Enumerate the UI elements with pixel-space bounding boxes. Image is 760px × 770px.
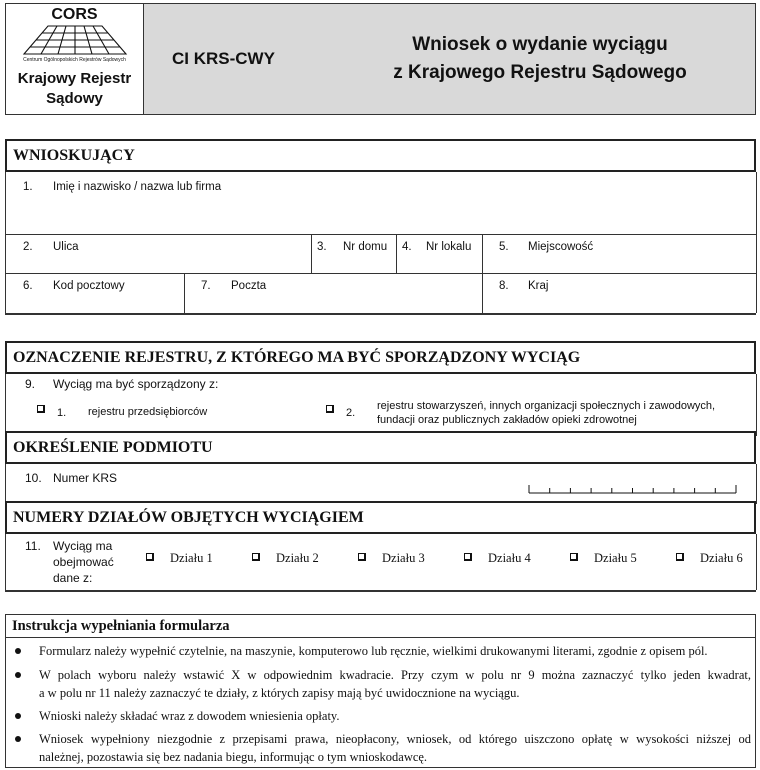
field-house-input[interactable] bbox=[312, 235, 395, 273]
field-street-num: 2. bbox=[23, 241, 33, 253]
field-post-num: 7. bbox=[201, 280, 211, 292]
register-option-1-checkbox[interactable] bbox=[37, 405, 45, 413]
field-country-label: Kraj bbox=[528, 280, 549, 292]
instruction-bullet-2 bbox=[15, 672, 21, 678]
field-postcode-num: 6. bbox=[23, 280, 33, 292]
field-city-num: 5. bbox=[499, 241, 509, 253]
logo-name-line2: Sądowy bbox=[46, 90, 103, 107]
field-country-num: 8. bbox=[499, 280, 509, 292]
field-postcode-label: Kod pocztowy bbox=[53, 280, 125, 292]
instruction-2-line1: W polach wyboru należy wstawić X w odpowiednim kwadracie. Przy czym w polu nr 9 można zaznaczyć tylko jeden kwadrat, bbox=[39, 668, 751, 682]
field-flat-input[interactable] bbox=[397, 235, 481, 273]
section-6-checkbox[interactable] bbox=[676, 553, 684, 561]
entity-section-title: OKREŚLENIE PODMIOTU bbox=[5, 431, 756, 464]
register-option-1-label: rejestru przedsiębiorców bbox=[88, 406, 208, 418]
logo-subtitle: Centrum Ogólnopolskich Rejestrów Sądowych bbox=[23, 57, 126, 63]
field-country-input[interactable] bbox=[483, 274, 755, 312]
section-4-checkbox[interactable] bbox=[464, 553, 472, 561]
krs-number-label: Numer KRS bbox=[53, 471, 118, 485]
section-4-label: Działu 4 bbox=[488, 551, 531, 565]
instructions-title: Instrukcja wypełniania formularza bbox=[5, 614, 756, 638]
field-post-label: Poczta bbox=[231, 280, 267, 292]
logo-panel bbox=[6, 4, 144, 114]
field-city-input[interactable] bbox=[483, 235, 755, 273]
register-option-2-num: 2. bbox=[346, 407, 356, 419]
field-name-label: Imię i nazwisko / nazwa lub firma bbox=[53, 181, 222, 193]
header bbox=[5, 3, 756, 115]
field-house-label: Nr domu bbox=[343, 241, 388, 253]
instruction-bullet-3 bbox=[15, 713, 21, 719]
section-6-label: Działu 6 bbox=[700, 551, 743, 565]
section-2-label: Działu 2 bbox=[276, 551, 319, 565]
instruction-4-line2: należnej, pozostawia się bez nadania biegu, informując o tym wnioskodawcę. bbox=[39, 750, 428, 764]
section-3-label: Działu 3 bbox=[382, 551, 425, 565]
section-3-checkbox[interactable] bbox=[358, 553, 366, 561]
logo-name-line1: Krajowy Rejestr bbox=[17, 70, 132, 87]
form-code: CI KRS-CWY bbox=[172, 49, 275, 68]
register-option-2-label-line1: rejestru stowarzyszeń, innych organizacji społecznych i zawodowych, bbox=[377, 400, 716, 412]
instruction-4-line1: Wniosek wypełniony niezgodnie z przepisami prawa, nieopłacony, wniosek, od którego uiszczono opłatę w wysokości niższej od bbox=[39, 732, 751, 746]
logo-acronym: CORS bbox=[51, 6, 98, 23]
sections-question-line3: dane z: bbox=[53, 571, 93, 585]
field-name-input[interactable] bbox=[6, 173, 755, 233]
field-postcode-input[interactable] bbox=[6, 274, 183, 312]
sections-question-num: 11. bbox=[25, 539, 41, 553]
form-title-line2: z Krajowego Rejestru Sądowego bbox=[393, 62, 687, 83]
sections-question-line1: Wyciąg ma bbox=[53, 539, 113, 553]
instruction-bullet-1 bbox=[15, 648, 21, 654]
field-house-num: 3. bbox=[317, 241, 327, 253]
form-title-line1: Wniosek o wydanie wyciągu bbox=[412, 34, 668, 55]
field-street-input[interactable] bbox=[6, 235, 310, 273]
register-option-2-checkbox[interactable] bbox=[326, 405, 334, 413]
register-question: Wyciąg ma być sporządzony z: bbox=[53, 377, 219, 391]
instruction-bullet-4 bbox=[15, 736, 21, 742]
applicant-section-title: WNIOSKUJĄCY bbox=[5, 139, 756, 172]
field-flat-label: Nr lokalu bbox=[426, 241, 472, 253]
sections-section-title: NUMERY DZIAŁÓW OBJĘTYCH WYCIĄGIEM bbox=[5, 501, 756, 534]
instruction-2-line2: a w polu nr 11 należy zaznaczyć te działy, z których zapisy mają być uwidocznione na wyciągu. bbox=[39, 686, 520, 700]
field-city-label: Miejscowość bbox=[528, 241, 594, 253]
section-1-label: Działu 1 bbox=[170, 551, 213, 565]
header-title-panel bbox=[144, 4, 755, 114]
register-option-1-num: 1. bbox=[57, 407, 67, 419]
section-2-checkbox[interactable] bbox=[252, 553, 260, 561]
section-1-checkbox[interactable] bbox=[146, 553, 154, 561]
field-post-input[interactable] bbox=[185, 274, 481, 312]
field-flat-num: 4. bbox=[402, 241, 412, 253]
register-option-2-label-line2: fundacji oraz publicznych zakładów opieki zdrowotnej bbox=[377, 414, 637, 426]
register-question-num: 9. bbox=[25, 377, 36, 391]
logo-grid-icon bbox=[20, 24, 130, 58]
krs-number-input[interactable] bbox=[528, 482, 738, 494]
field-name-num: 1. bbox=[23, 181, 33, 193]
section-5-label: Działu 5 bbox=[594, 551, 637, 565]
section-5-checkbox[interactable] bbox=[570, 553, 578, 561]
field-street-label: Ulica bbox=[53, 241, 79, 253]
sections-question-line2: obejmować bbox=[53, 555, 114, 569]
instruction-1-line1: Formularz należy wypełnić czytelnie, na maszynie, komputerowo lub ręcznie, wielkimi drukowanymi literami, zgodnie z opisem pól. bbox=[39, 644, 708, 658]
krs-number-num: 10. bbox=[25, 471, 42, 485]
instruction-3-line1: Wnioski należy składać wraz z dowodem wniesienia opłaty. bbox=[39, 709, 340, 723]
register-section-title: OZNACZENIE REJESTRU, Z KTÓREGO MA BYĆ SPORZĄDZONY WYCIĄG bbox=[5, 341, 756, 374]
